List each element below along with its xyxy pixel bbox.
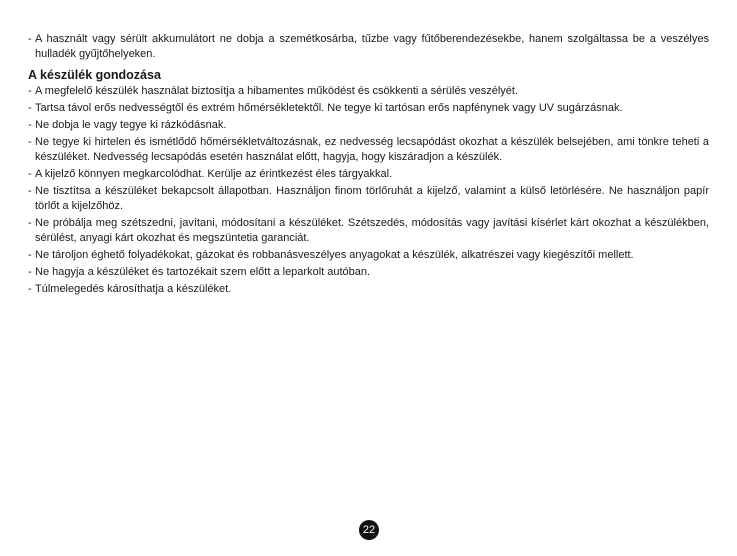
list-item: - Ne tisztítsa a készüléket bekapcsolt állapotban. Használjon finom törlőruhát a kijelző, valamint a külső letörlésére. Ne használjon papír törlőt a kijelzőhöz. bbox=[28, 184, 709, 214]
list-item: - Ne tegye ki hirtelen és ismétlődő hőmérsékletváltozásnak, ez nedvesség lecsapódást okozhat a készülék belsejében, ami tönkre teheti a készüléket. Nedvesség lecsapódás esetén használat előtt, hagyja, hogy kiszáradjon a készülék. bbox=[28, 135, 709, 165]
list-item: - Ne hagyja a készüléket és tartozékait szem előtt a leparkolt autóban. bbox=[28, 265, 709, 280]
manual-page bbox=[28, 32, 709, 299]
care-list bbox=[28, 84, 709, 297]
intro-list bbox=[28, 32, 709, 62]
list-item: - Tartsa távol erős nedvességtől és extrém hőmérsékletektől. Ne tegye ki tartósan erős napfénynek vagy UV sugárzásnak. bbox=[28, 101, 709, 116]
list-item: - A megfelelő készülék használat biztosítja a hibamentes működést és csökkenti a sérülés veszélyét. bbox=[28, 84, 709, 99]
list-item: - A kijelző könnyen megkarcolódhat. Kerülje az érintkezést éles tárgyakkal. bbox=[28, 167, 709, 182]
list-item: - Túlmelegedés károsíthatja a készüléket. bbox=[28, 282, 709, 297]
page-number: 22 bbox=[359, 520, 379, 540]
list-item: - A használt vagy sérült akkumulátort ne dobja a szemétkosárba, tűzbe vagy fűtőberendezésekbe, hanem szolgáltassa be a veszélyes hulladék gyűjtőhelyeken. bbox=[28, 32, 709, 62]
list-item: - Ne tároljon éghető folyadékokat, gázokat és robbanásveszélyes anyagokat a készülék, alkatrészei vagy kiegészítői mellett. bbox=[28, 248, 709, 263]
list-item: - Ne próbálja meg szétszedni, javítani, módosítani a készüléket. Szétszedés, módosítás vagy javítási kísérlet kárt okozhat a készülékben, sérülést, anyagi kárt okozhat és megszüntetia garanciát. bbox=[28, 216, 709, 246]
list-item: - Ne dobja le vagy tegye ki rázkódásnak. bbox=[28, 118, 709, 133]
section-heading: A készülék gondozása bbox=[28, 68, 161, 82]
